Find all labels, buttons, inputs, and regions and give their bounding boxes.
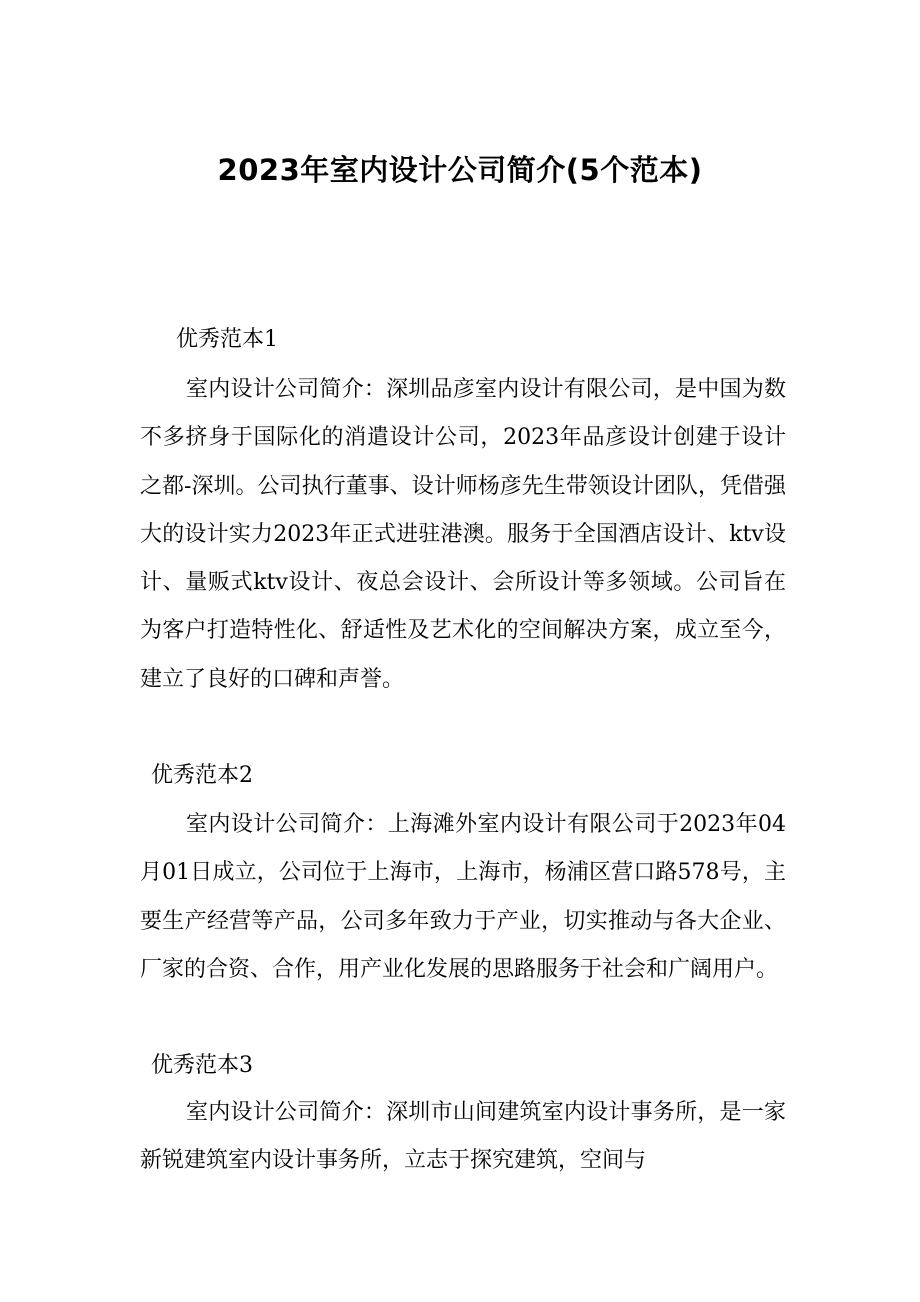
- section-heading-2: 优秀范本2: [151, 763, 253, 788]
- section-body-2: 室内设计公司简介：上海滩外室内设计有限公司于2023年04月01日成立，公司位于上海市，上海市，杨浦区营口路578号，主要生产经营等产品，公司多年致力于产业，切实推动与各大企业、厂家的合资、合作，用产业化发展的思路服务于社会和广阔用户。: [140, 812, 786, 982]
- section-body-1: 室内设计公司简介：深圳品彦室内设计有限公司，是中国为数不多挤身于国际化的消遣设计公司，2023年品彦设计创建于设计之都-深圳。公司执行董事、设计师杨彦先生带领设计团队，凭借强大的设计实力2023年正式进驻港澳。服务于全国酒店设计、ktv设计、量贩式ktv设计、夜总会设计、会所设计等多领域。公司旨在为客户打造特性化、舒适性及艺术化的空间解决方案，成立至今，建立了良好的口碑和声誉。: [140, 377, 786, 692]
- section-heading-1: 优秀范本1: [176, 327, 278, 352]
- section-body-3: 室内设计公司简介：深圳市山间建筑室内设计事务所，是一家新锐建筑室内设计事务所，立志于探究建筑，空间与: [140, 1100, 786, 1174]
- section-heading-3: 优秀范本3: [151, 1053, 253, 1078]
- document-title: 2023年室内设计公司简介(5个范本): [217, 153, 703, 187]
